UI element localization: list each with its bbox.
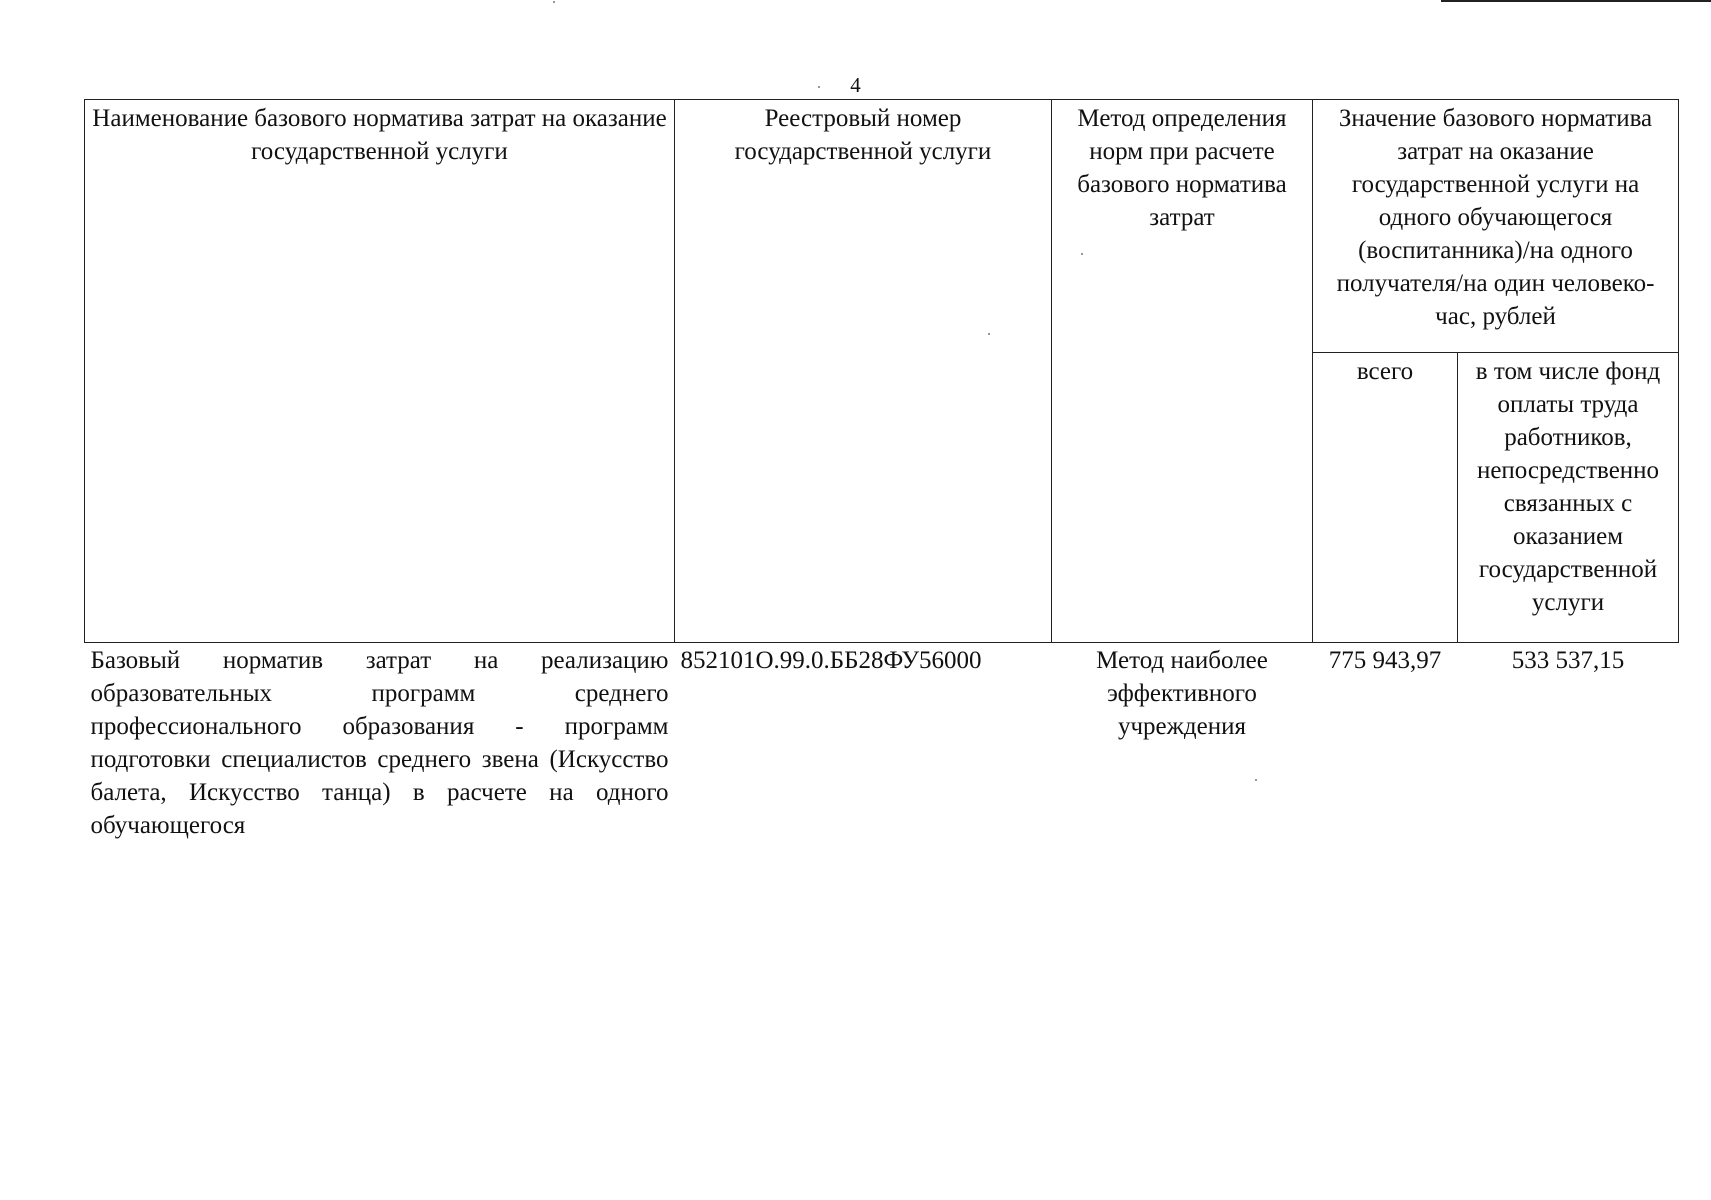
header-value-payroll: в том числе фонд оплаты труда работников, непосредственно связанных с оказанием государственной услуги xyxy=(1458,353,1679,643)
row-method: Метод наиболее эффективного учреждения xyxy=(1096,647,1268,740)
row-name: Базовый норматив затрат на реализацию образовательных программ среднего профессионального образования - программ подготовки специалистов среднего звена (Искусство балета, Искусство танца) в расчете на одного обучающегося xyxy=(90,647,669,839)
top-edge-rule xyxy=(1441,0,1711,2)
header-registry-number: Реестровый номер государственной услуги xyxy=(675,100,1052,643)
row-payroll: 533 537,15 xyxy=(1511,647,1625,674)
table-row xyxy=(85,643,1679,843)
header-method: Метод определения норм при расчете базового норматива затрат xyxy=(1052,100,1313,643)
scan-speck xyxy=(553,1,555,3)
header-name: Наименование базового норматива затрат на оказание государственной услуги xyxy=(85,100,675,643)
row-registry-number: 852101О.99.0.ББ28ФУ56000 xyxy=(680,647,982,674)
page-number: 4 xyxy=(850,73,861,97)
cost-norm-table xyxy=(84,99,1679,842)
row-total: 775 943,97 xyxy=(1328,647,1442,674)
header-value-total: всего xyxy=(1313,353,1458,643)
header-value: Значение базового норматива затрат на оказание государственной услуги на одного обучающегося (воспитанника)/на одного получателя/на один человеко-час, рублей xyxy=(1313,100,1679,353)
